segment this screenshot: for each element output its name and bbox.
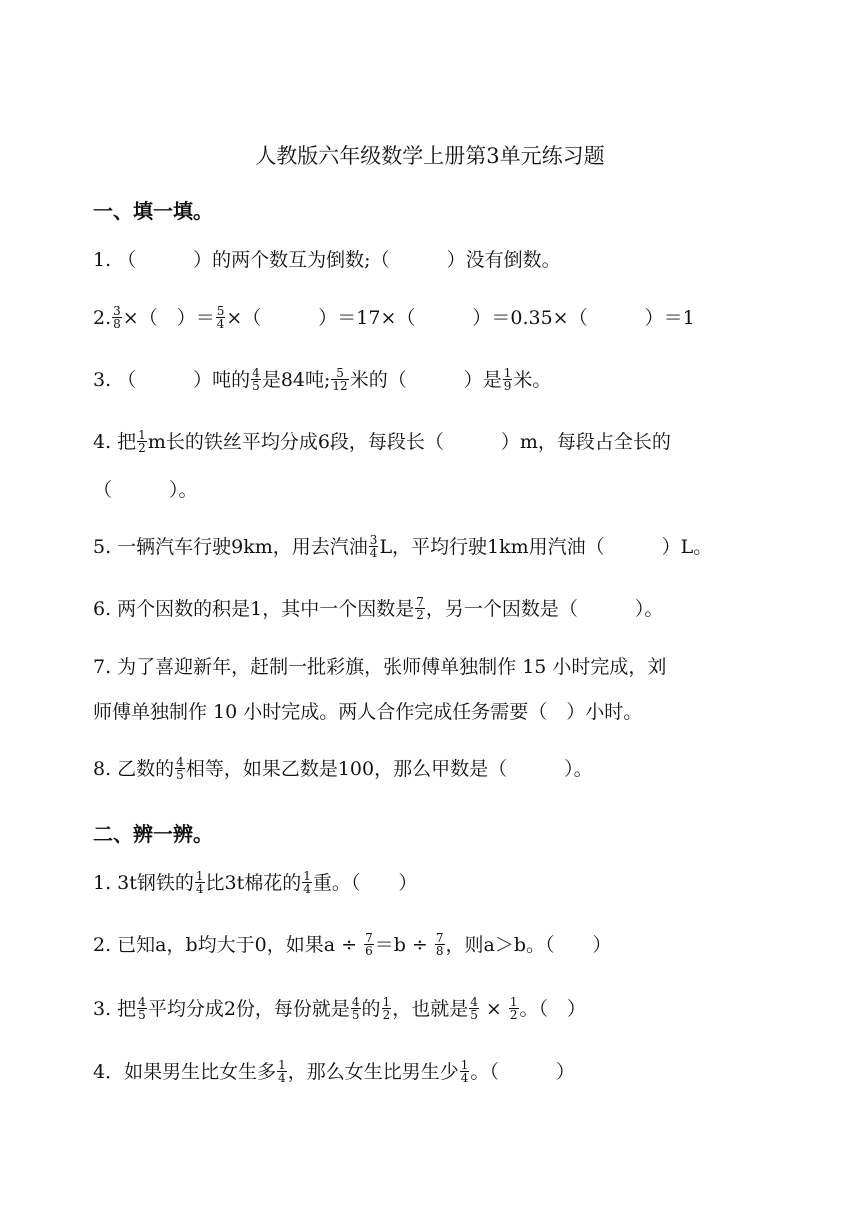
fraction [331,367,348,392]
question-5 [93,532,713,561]
question-4 [93,427,671,456]
question-text: 1. （ ）的两个数互为倒数;（ ）没有倒数。 [93,249,561,271]
question-text: 重。（ ） [312,872,418,894]
fraction [460,1059,470,1084]
question-text: 米的（ ）是 [349,369,502,391]
question-text: m长的铁丝平均分成6段，每段长（ ）m，每段占全长的 [147,431,671,453]
fraction [277,1059,287,1084]
fraction [435,932,445,957]
denominator: 2 [138,440,146,455]
page-title: 人教版六年级数学上册第3单元练习题 [255,144,605,168]
numerator: 1 [503,365,512,380]
section-heading-fill: 一、填一填。 [93,199,213,223]
denominator: 2 [382,1007,391,1022]
numerator: 3 [113,303,121,318]
question-7-continued [93,700,642,724]
fraction [216,305,226,330]
question-text: ＝b ÷ [374,934,434,956]
fraction [509,996,519,1021]
question-text: × [479,998,508,1020]
question-text: 5. 一辆汽车行驶9km，用去汽油 [93,536,368,558]
denominator: 4 [303,881,311,896]
numerator: 7 [416,594,424,609]
denominator: 4 [369,545,378,560]
question-2 [93,303,695,332]
question-text: ，那么女生比男生少 [287,1061,459,1083]
question-text: 6. 两个因数的积是1，其中一个因数是 [93,598,415,620]
denominator: 6 [365,943,373,958]
judge-3 [93,994,587,1023]
question-text: 的 [361,998,381,1020]
denominator: 5 [176,767,184,782]
numerator: 1 [460,1057,469,1072]
numerator: 5 [336,365,344,380]
fraction [351,996,361,1021]
question-text: 平均分成2份，每份就是 [147,998,350,1020]
numerator: 7 [365,930,373,945]
judge-1 [93,868,418,897]
numerator: 4 [470,994,478,1009]
question-text: 比3t棉花的 [205,872,302,894]
question-7 [93,655,666,679]
numerator: 4 [138,994,146,1009]
fraction [251,367,261,392]
denominator: 4 [216,316,225,331]
denominator: 5 [138,1007,146,1022]
question-8 [93,754,593,783]
question-3 [93,365,552,394]
fraction [364,932,374,957]
question-text: 师傅单独制作 10 小时完成。两人合作完成任务需要（ ）小时。 [93,701,643,723]
question-text: 。（ ） [519,998,587,1020]
fraction [112,305,122,330]
numerator: 1 [278,1057,286,1072]
numerator: 1 [509,994,518,1009]
denominator: 12 [332,378,348,393]
section-heading-judge: 二、辨一辨。 [93,822,213,846]
fraction [302,870,312,895]
fraction [503,367,513,392]
denominator: 8 [435,943,444,958]
denominator: 4 [460,1070,469,1085]
question-text: ，则a＞b。（ ） [445,934,612,956]
numerator: 5 [216,303,225,318]
denominator: 4 [278,1070,286,1085]
question-text: 3. （ ）吨的 [93,369,251,391]
denominator: 4 [195,881,204,896]
denominator: 5 [470,1007,478,1022]
question-text: 是84吨; [261,369,331,391]
denominator: 5 [252,378,260,393]
question-4-continued [93,478,198,502]
question-text: 8. 乙数的 [93,758,175,780]
question-text: ，另一个因数是（ ）。 [425,598,664,620]
denominator: 5 [351,1007,360,1022]
judge-4 [93,1057,575,1086]
fraction [382,996,392,1021]
fraction [469,996,479,1021]
fraction [415,596,425,621]
question-text: （ ）。 [93,479,198,501]
numerator: 1 [138,427,146,442]
numerator: 1 [382,994,391,1009]
numerator: 3 [369,532,378,547]
question-text: 3. 把 [93,998,137,1020]
fraction [369,534,379,559]
fraction [195,870,205,895]
question-text: 。（ ） [470,1061,575,1083]
question-text: 1. 3t钢铁的 [93,872,194,894]
question-text: 相等，如果乙数是100，那么甲数是（ ）。 [185,758,593,780]
question-text: ，也就是 [392,998,469,1020]
question-text: 2. [93,307,112,329]
question-text: 米。 [513,369,552,391]
question-text: 2. 已知a，b均大于0，如果a ÷ [93,934,364,956]
numerator: 4 [176,754,184,769]
denominator: 8 [113,316,121,331]
fraction [137,429,147,454]
question-text: 4. 把 [93,431,137,453]
numerator: 4 [252,365,260,380]
judge-2 [93,930,612,959]
numerator: 1 [303,868,311,883]
fraction [175,756,185,781]
question-1 [93,248,561,272]
question-text: ×（ ）＝ [122,307,215,329]
fraction [137,996,147,1021]
numerator: 1 [195,868,204,883]
question-text: ×（ ）＝17×（ ）＝0.35×（ ）＝1 [226,307,695,329]
question-text: 4．如果男生比女生多 [93,1061,277,1083]
question-text: 7. 为了喜迎新年，赶制一批彩旗，张师傅单独制作 15 小时完成，刘 [93,656,667,678]
denominator: 9 [503,378,512,393]
question-6 [93,594,664,623]
denominator: 2 [416,607,424,622]
denominator: 2 [509,1007,518,1022]
numerator: 7 [435,930,444,945]
question-text: L，平均行驶1km用汽油（ ）L。 [379,536,713,558]
numerator: 4 [351,994,360,1009]
